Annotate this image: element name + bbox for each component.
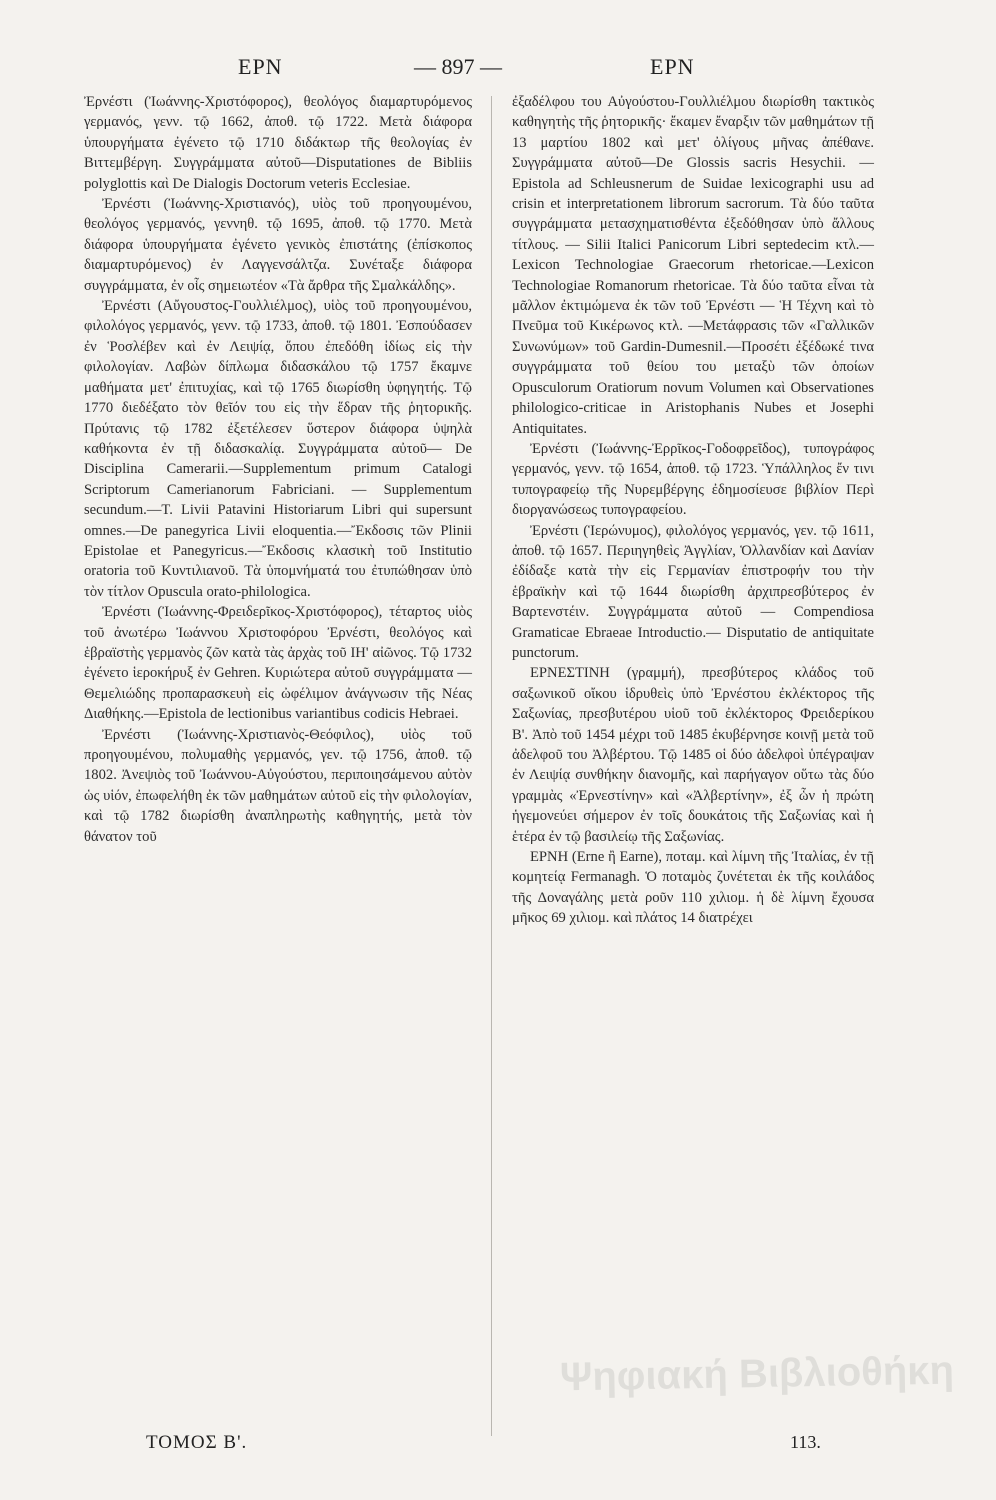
right-column xyxy=(512,92,874,929)
entry-paragraph: Ἐρνέστι (Ἰωάννης-Ἐρρῖκος-Γοδοφρεῖδος), τυπογράφος γερμανός, γενν. τῷ 1654, ἀποθ. τῷ 1723. Ὑπάλληλος ἔν τινι τυπογραφείῳ τῆς Νυρεμβέργης ἐδημοσίευσε βιβλίον Περὶ διοργανώσεως τυπογραφείου. xyxy=(512,440,874,519)
running-head-right: ΕΡΝ xyxy=(650,54,695,79)
entry-paragraph: ΕΡΝΗ (Erne ἢ Earne), ποταμ. καὶ λίμνη τῆς Ἰταλίας, ἐν τῇ κομητείᾳ Fermanagh. Ὁ ποταμὸς ζυνέτεται ἐκ τῆς κοιλάδος τῆς Δοναγάλης μετὰ ροῦν 110 χιλιομ. ἡ δὲ λίμνη ἔχουσα μῆκος 69 χιλιομ. καὶ πλάτος 14 διατρέχει xyxy=(512,849,874,927)
left-column xyxy=(84,92,472,847)
running-head-left: ΕΡΝ xyxy=(238,54,283,79)
entry-paragraph: Ἐρνέστι (Αὔγουστος-Γουλλιέλμος), υἱὸς τοῦ προηγουμένου, φιλολόγος γερμανός, γενν. τῷ 1733, ἀποθ. τῷ 1801. Ἐσπούδασεν ἐν Ῥοσλέβεν καὶ ἐν Λειψίᾳ, ὅπου ἐπεδόθη ἰδίως εἰς τὴν φιλολογίαν. Λαβὼν δίπλωμα διδασκάλου τῷ 1757 ἔκαμνε μαθήματα μετ' ἐπιτυχίας, καὶ τῷ 1765 διωρίσθη ὑφηγητής. Τῷ 1770 διεδέξατο τὸν θεῖόν του εἰς τὴν ἕδραν τῆς ῥητορικῆς. Πρύτανις τῷ 1782 ἐξετέλεσεν ὕστερον διάφορα ὑψηλὰ καθήκοντα ἐν τῇ διδασκαλίᾳ. Συγγράμματα αὐτοῦ— De Disciplina Camerarii.—Supplementum primum Catalogi Scriptorum Camerianorum Fabriciani. — Supplementum secundum.—T. Livii Patavini Historiarum Libri qui supersunt omnes.—De panegyrica Livii eloquentia.—Ἔκδοσις τῶν Plinii Epistolae et Panegyricus.—Ἔκδοσις κλασικὴ τοῦ Institutio oratoria τοῦ Κυντιλιανοῦ. Τὰ ὑπομνήματά του ἐτυπώθησαν ὑπὸ τὸν τίτλον Opuscula orato-philologica. xyxy=(84,298,472,600)
volume-signature: ΤΟΜΟΣ Β'. xyxy=(146,1432,248,1453)
entry-paragraph: Ἐρνέστι (Ἰωάννης-Χριστιανός), υἱὸς τοῦ προηγουμένου, θεολόγος γερμανός, γεννηθ. τῷ 1695, ἀποθ. τῷ 1770. Μετὰ διάφορα ὑπουργήματα ἐγένετο γενικὸς ἐπιστάτης (ἐπίσκοπος διαμαρτυρόμενος) ἐν Λαγγενσάλτζα. Συνέταξε διάφορα συγγράμματα, ἐν οἷς σημειωτέον «Τὰ ἄρθρα τῆς Σμαλκάλδης». xyxy=(84,196,472,294)
page-number: — 897 — xyxy=(414,54,502,79)
sheet-signature: 113. xyxy=(790,1432,821,1452)
entry-paragraph: Ἐρνέστι (Ἱερώνυμος), φιλολόγος γερμανός, γεν. τῷ 1611, ἀποθ. τῷ 1657. Περιηγηθεὶς Ἀγγλίαν, Ὁλλανδίαν καὶ Δανίαν ἐδίδαξε κατὰ τὴν εἰς Γερμανίαν ἐπιστροφήν του τὴν ἑβραϊκὴν καὶ τῷ 1644 διωρίσθη ἀρχιπρεσβύτερος ἐν Βαρτενστέιν. Συγγράμματα αὐτοῦ — Compendiosa Gramaticae Ebraeae Introductio.— Disputatio de antiquitate punctorum. xyxy=(512,522,874,661)
entry-paragraph: ἐξαδέλφου του Αὐγούστου-Γουλλιέλμου διωρίσθη τακτικὸς καθηγητὴς τῆς ῥητορικῆς· ἔκαμεν ἔναρξιν τῶν μαθημάτων τῇ 13 μαρτίου 1802 καὶ μετ' ὀλίγους μῆνας ἀπέθανε. Συγγράμματα αὐτοῦ—De Glossis sacris Hesychii. — Epistola ad Schleusnerum de Suidae lexicographi usu ad crisin et interpretationem librorum sacrorum. Τὰ δύο ταῦτα συγγράμματα μετασχηματισθέντα ἐξεδόθησαν ὑπὸ ἄλλους τίτλους. — Silii Italici Panicorum Libri septedecim κτλ.—Lexicon Technologiae Graecorum rhetoricae.—Lexicon Technologiae Romanorum rhetoricae. Τὰ δύο ταῦτα εἶναι τὰ μᾶλλον ἐκτιμώμενα ἐκ τῶν τοῦ Ἐρνέστι — Ἡ Τέχνη καὶ τὸ Πνεῦμα τοῦ Κικέρωνος κτλ. —Μετάφρασις τῶν «Γαλλικῶν Συνωνύμων» τοῦ Gardin-Dumesnil.—Προσέτι ἐξέδωκέ τινα συγγράμματα τοῦ θείου του μεταξὺ τῶν ὁποίων Opusculorum Oratiorum novum Volumen καὶ Observationes philologico-criticae in Aristophanis Nubes et Josephi Antiquitates. xyxy=(512,94,875,437)
library-watermark: Ψηφιακή Βιβλιοθήκη xyxy=(559,1348,955,1400)
column-divider xyxy=(491,96,492,1436)
entry-paragraph: ΕΡΝΕΣΤΙΝΗ (γραμμή), πρεσβύτερος κλάδος τοῦ σαξωνικοῦ οἴκου ἱδρυθεὶς ὑπὸ Ἐρνέστου ἐκλέκτορος τῆς Σαξωνίας, πρεσβυτέρου υἱοῦ τοῦ ἐκλέκτορος Φρειδερίκου Β'. Ἀπὸ τοῦ 1454 μέχρι τοῦ 1485 ἐκυβέρνησε κοινῇ μετὰ τοῦ ἀδελφοῦ του Ἀλβέρτου. Τῷ 1485 οἱ δύο ἀδελφοὶ ὑπέγραψαν ἐν Λειψίᾳ συνθήκην διανομῆς, καὶ παρήγαγον οὕτω τὰς δύο γραμμὰς «Ἐρνεστίνην» καὶ «Ἀλβερτίνην», ἐξ ὧν ἡ πρώτη ἡγεμονεύει σήμερον ἐν τοῖς δουκάτοις τῆς Σαξωνίας καὶ ἡ ἑτέρα ἐν τῷ βασιλείῳ τῆς Σαξωνίας. xyxy=(512,665,874,845)
entry-paragraph: Ἐρνέστι (Ἰωάννης-Χριστόφορος), θεολόγος διαμαρτυρόμενος γερμανός, γενν. τῷ 1662, ἀποθ. τῷ 1722. Μετὰ διάφορα ὑπουργήματα ἐγένετο τῷ 1710 διδάκτωρ τῆς θεολογίας ἐν Βιττεμβέργη. Συγγράμματα αὐτοῦ—Disputationes de Bibliis polyglottis καὶ De Dialogis Doctorum veteris Ecclesiae. xyxy=(84,94,472,192)
entry-paragraph: Ἐρνέστι (Ἰωάννης-Φρειδερῖκος-Χριστόφορος), τέταρτος υἱὸς τοῦ ἀνωτέρω Ἰωάννου Χριστοφόρου Ἐρνέστι, θεολόγος καὶ ἑβραϊστὴς γερμανὸς ζῶν κατὰ τὰς ἀρχὰς τοῦ ΙΗ' αἰῶνος. Τῷ 1732 ἐγένετο ἱεροκήρυξ ἐν Gehren. Κυριώτερα αὐτοῦ συγγράμματα — Θεμελιώδης προπαρασκευὴ εἰς ὠφέλιμον ἀνάγνωσιν τῆς Νέας Διαθήκης.—Epistola de lectionibus variantibus codicis Hebraei. xyxy=(84,604,472,723)
entry-paragraph: Ἐρνέστι (Ἰωάννης-Χριστιανὸς-Θεόφιλος), υἱὸς τοῦ προηγουμένου, πολυμαθὴς γερμανός, γεν. τῷ 1756, ἀποθ. τῷ 1802. Ἀνεψιὸς τοῦ Ἰωάννου-Αὐγούστου, περιποιησάμενου αὐτὸν ὡς υἱόν, ἐπωφελήθη ἐκ τῶν μαθημάτων αὐτοῦ εἰς τὴν φιλολογίαν, καὶ τῷ 1782 διωρίσθη ἀναπληρωτὴς καθηγητής, μετὰ τὸν θάνατον τοῦ xyxy=(84,726,472,845)
